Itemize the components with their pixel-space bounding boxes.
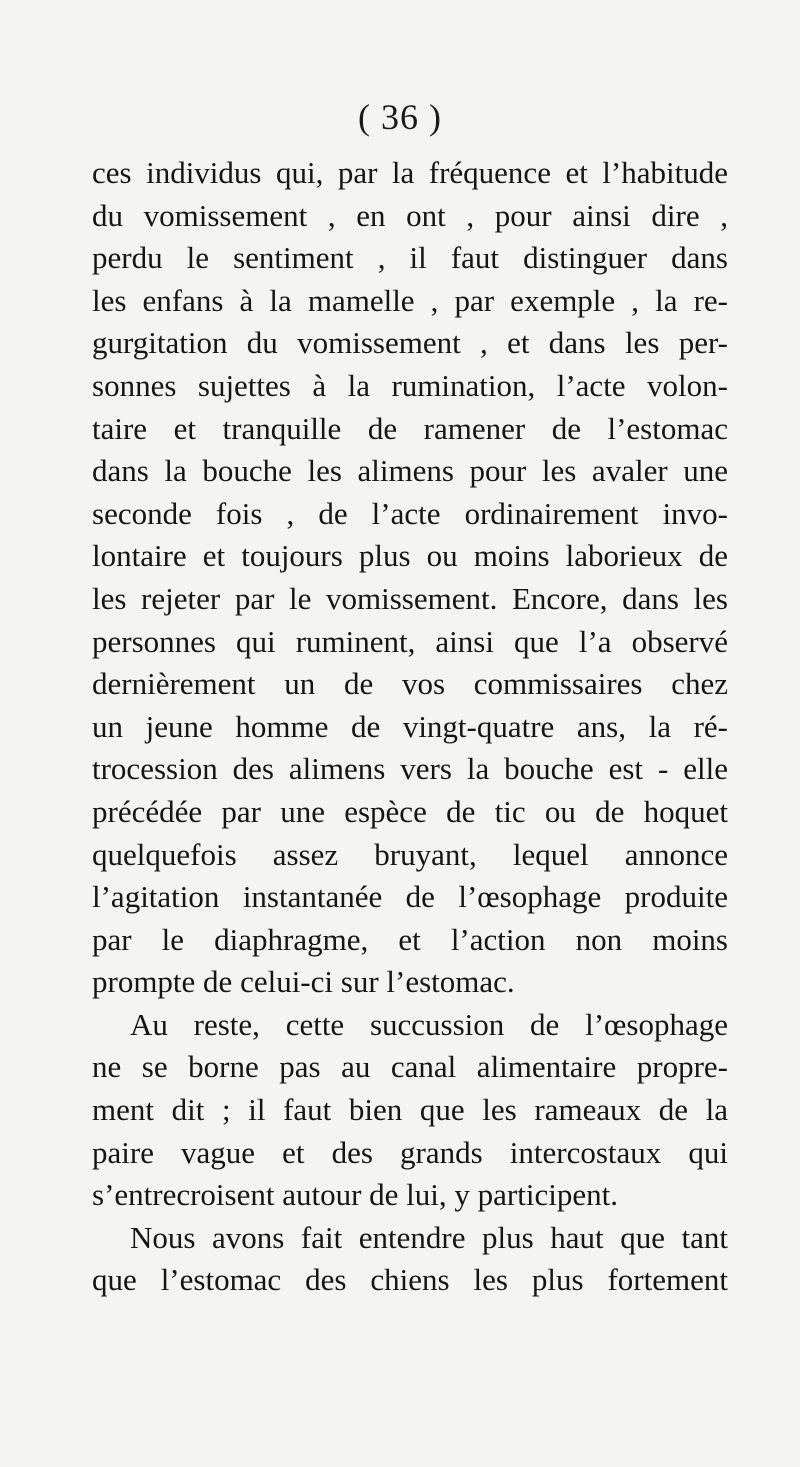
page-number: ( 36 ) xyxy=(358,97,442,137)
text-line: l’agitation instantanée de l’œsophage produite xyxy=(92,879,728,915)
text-line: s’entrecroisent autour de lui, y participent. xyxy=(92,1177,618,1213)
text-line: ne se borne pas au canal alimentaire propre- xyxy=(92,1049,728,1085)
text-line: personnes qui ruminent, ainsi que l’a observé xyxy=(92,623,728,659)
text-line: par le diaphragme, et l’action non moins xyxy=(92,921,728,957)
text-line: gurgitation du vomissement , et dans les per- xyxy=(92,325,728,361)
text-line: dernièrement un de vos commissaires chez xyxy=(92,666,728,702)
text-line: sonnes sujettes à la rumination, l’acte volon- xyxy=(92,367,728,403)
text-line: les enfans à la mamelle , par exemple , la re- xyxy=(92,282,728,318)
text-line: quelquefois assez bruyant, lequel annonce xyxy=(92,836,728,872)
text-line: ment dit ; il faut bien que les rameaux de la xyxy=(92,1092,728,1128)
text-line: que l’estomac des chiens les plus fortement xyxy=(92,1262,728,1298)
text-line: lontaire et toujours plus ou moins laborieux de xyxy=(92,538,728,574)
text-line: prompte de celui-ci sur l’estomac. xyxy=(92,964,515,1000)
text-line: taire et tranquille de ramener de l’estomac xyxy=(92,410,728,446)
text-line: trocession des alimens vers la bouche est - elle xyxy=(92,751,728,787)
text-line: les rejeter par le vomissement. Encore, dans les xyxy=(92,580,728,616)
body-text xyxy=(92,152,728,1302)
text-line: ces individus qui, par la fréquence et l’habitude xyxy=(92,155,728,190)
text-line: Nous avons fait entendre plus haut que tant xyxy=(130,1219,728,1255)
text-line: Au reste, cette succussion de l’œsophage xyxy=(130,1006,728,1042)
text-line: précédée par une espèce de tic ou de hoquet xyxy=(92,793,728,829)
text-line: un jeune homme de vingt-quatre ans, la ré- xyxy=(92,708,728,744)
text-line: dans la bouche les alimens pour les avaler une xyxy=(92,453,728,489)
text-line: perdu le sentiment , il faut distinguer dans xyxy=(92,240,728,276)
text-line: seconde fois , de l’acte ordinairement invo- xyxy=(92,495,728,531)
text-line: du vomissement , en ont , pour ainsi dire , xyxy=(92,197,728,233)
text-line: paire vague et des grands intercostaux qui xyxy=(92,1134,728,1170)
